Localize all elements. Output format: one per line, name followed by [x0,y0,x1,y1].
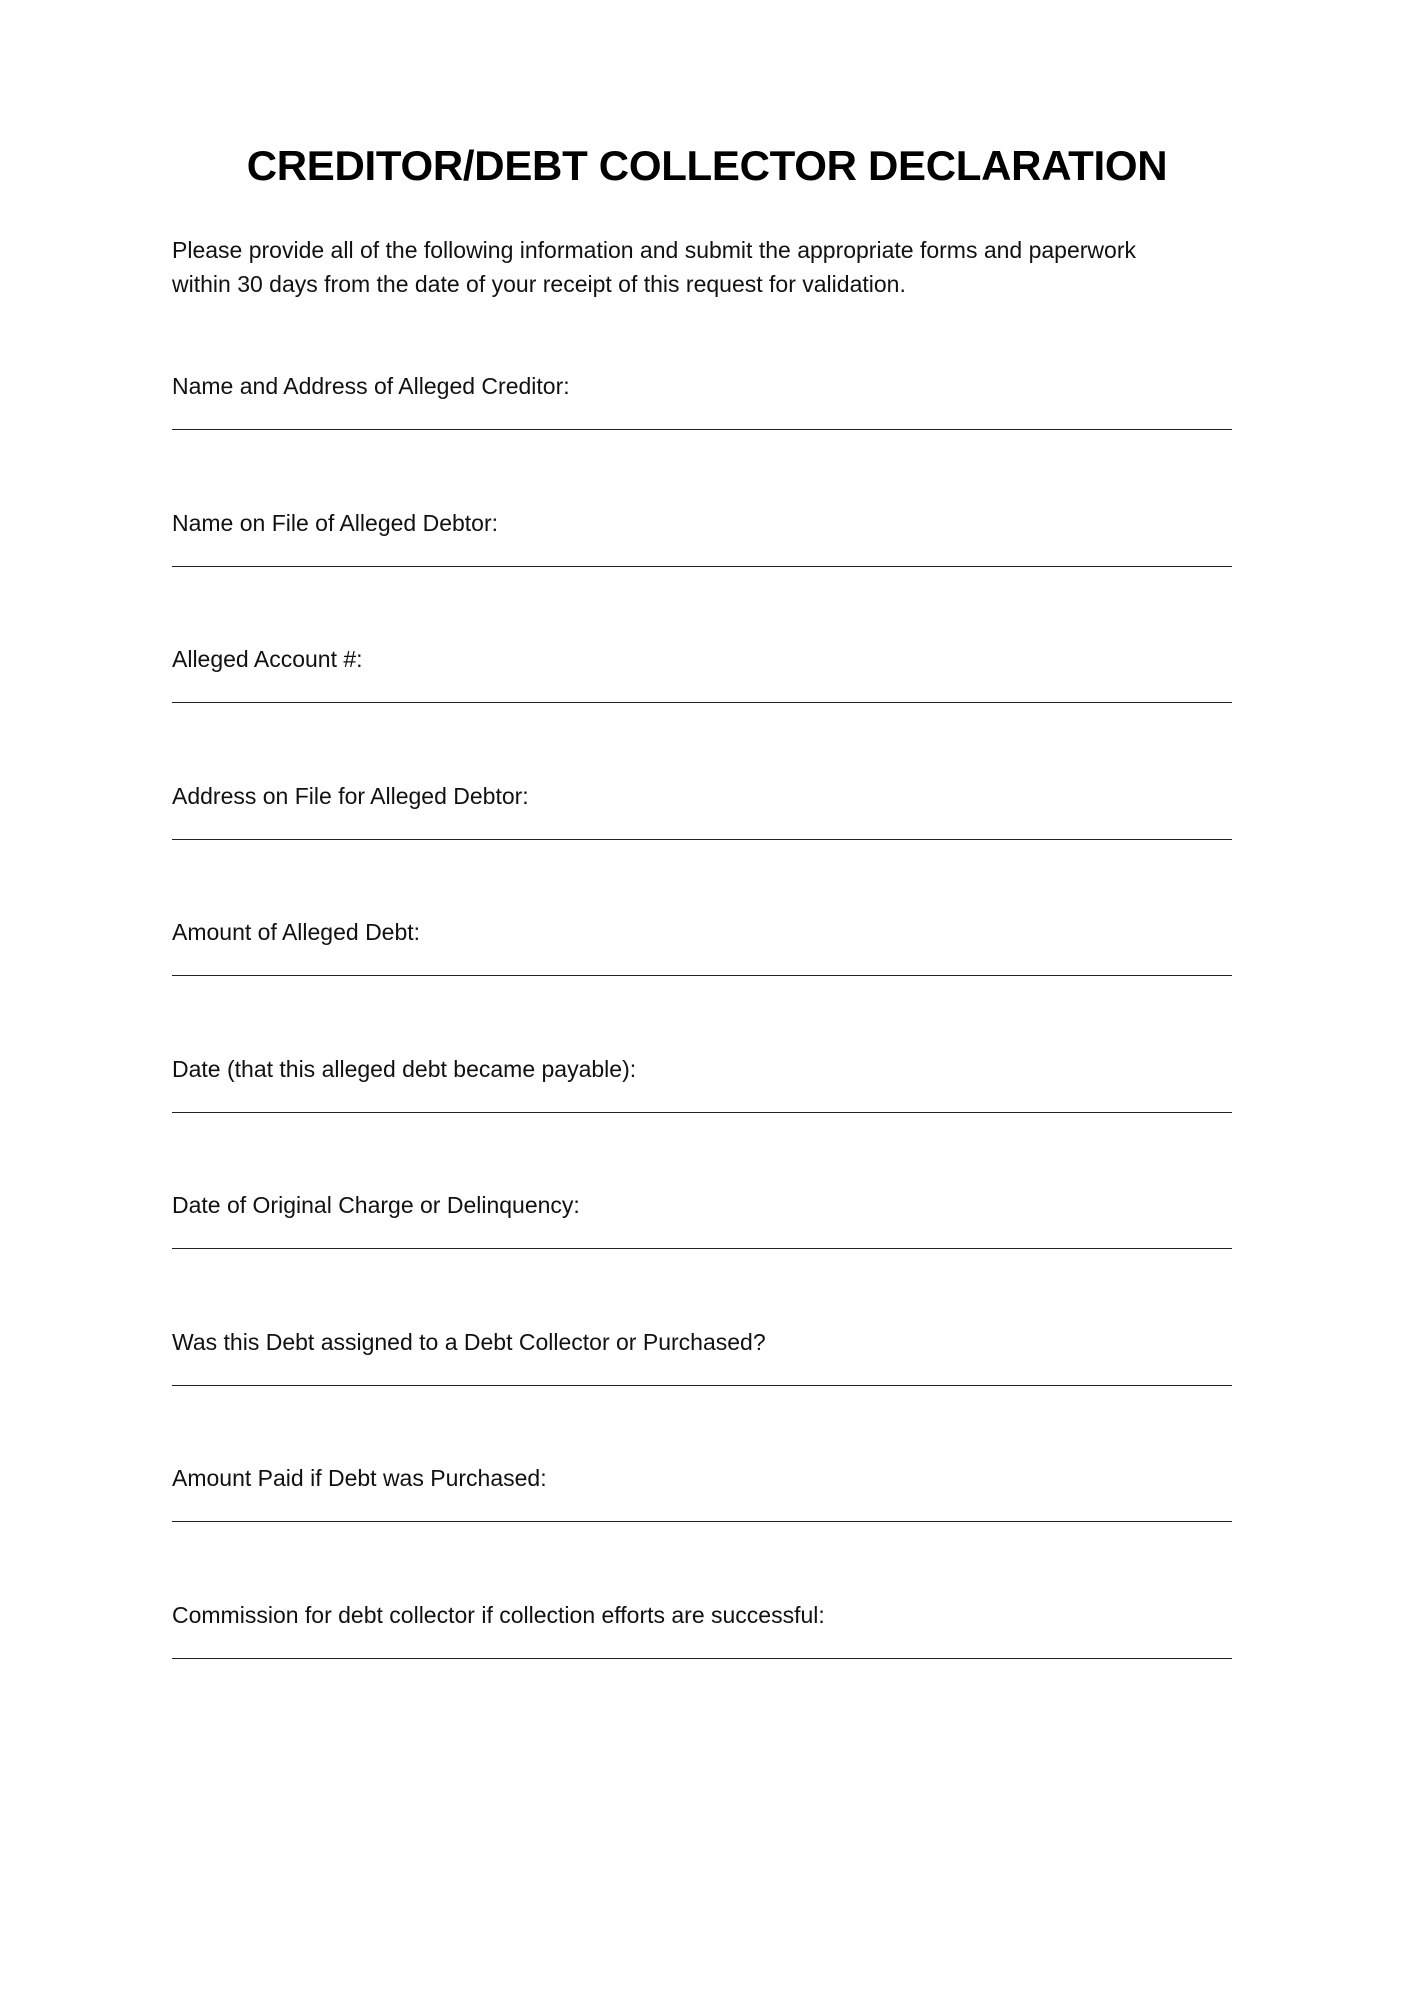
field-label: Name and Address of Alleged Creditor: [172,373,570,399]
declaration-fields [172,370,1232,1735]
field-label: Amount Paid if Debt was Purchased: [172,1465,547,1491]
answer-line[interactable] [172,566,1232,567]
answer-line[interactable] [172,839,1232,840]
field-label: Address on File for Alleged Debtor: [172,782,529,809]
field-label: Commission for debt collector if collection efforts are successful: [172,1601,825,1628]
intro-line: within 30 days from the date of your receipt of this request for validation. [172,271,906,297]
answer-line[interactable] [172,1112,1232,1113]
intro-line: Please provide all of the following information and submit the appropriate forms and paperwork [172,237,1136,263]
intro-paragraph [172,233,1247,301]
answer-line[interactable] [172,1521,1232,1522]
field-label: Date of Original Charge or Delinquency: [172,1192,580,1218]
answer-line[interactable] [172,1248,1232,1249]
field-payable-date [172,1053,1232,1190]
field-original-charge-date [172,1189,1232,1326]
field-alleged-creditor [172,370,1232,507]
field-debtor-address [172,780,1232,917]
field-account-number [172,643,1232,780]
field-label: Date (that this alleged debt became payable): [172,1055,637,1082]
answer-line[interactable] [172,429,1232,430]
field-label: Amount of Alleged Debt: [172,919,421,945]
answer-line[interactable] [172,975,1232,976]
document-title: CREDITOR/DEBT COLLECTOR DECLARATION [246,142,1168,189]
field-label: Name on File of Alleged Debtor: [172,509,499,536]
field-label: Alleged Account #: [172,646,363,672]
field-debtor-name [172,507,1232,644]
answer-line[interactable] [172,1658,1232,1659]
field-label: Was this Debt assigned to a Debt Collector or Purchased? [172,1328,766,1355]
field-amount-paid [172,1462,1232,1599]
field-debt-amount [172,916,1232,1053]
answer-line[interactable] [172,702,1232,703]
field-commission [172,1599,1232,1736]
answer-line[interactable] [172,1385,1232,1386]
field-assigned-or-purchased [172,1326,1232,1463]
